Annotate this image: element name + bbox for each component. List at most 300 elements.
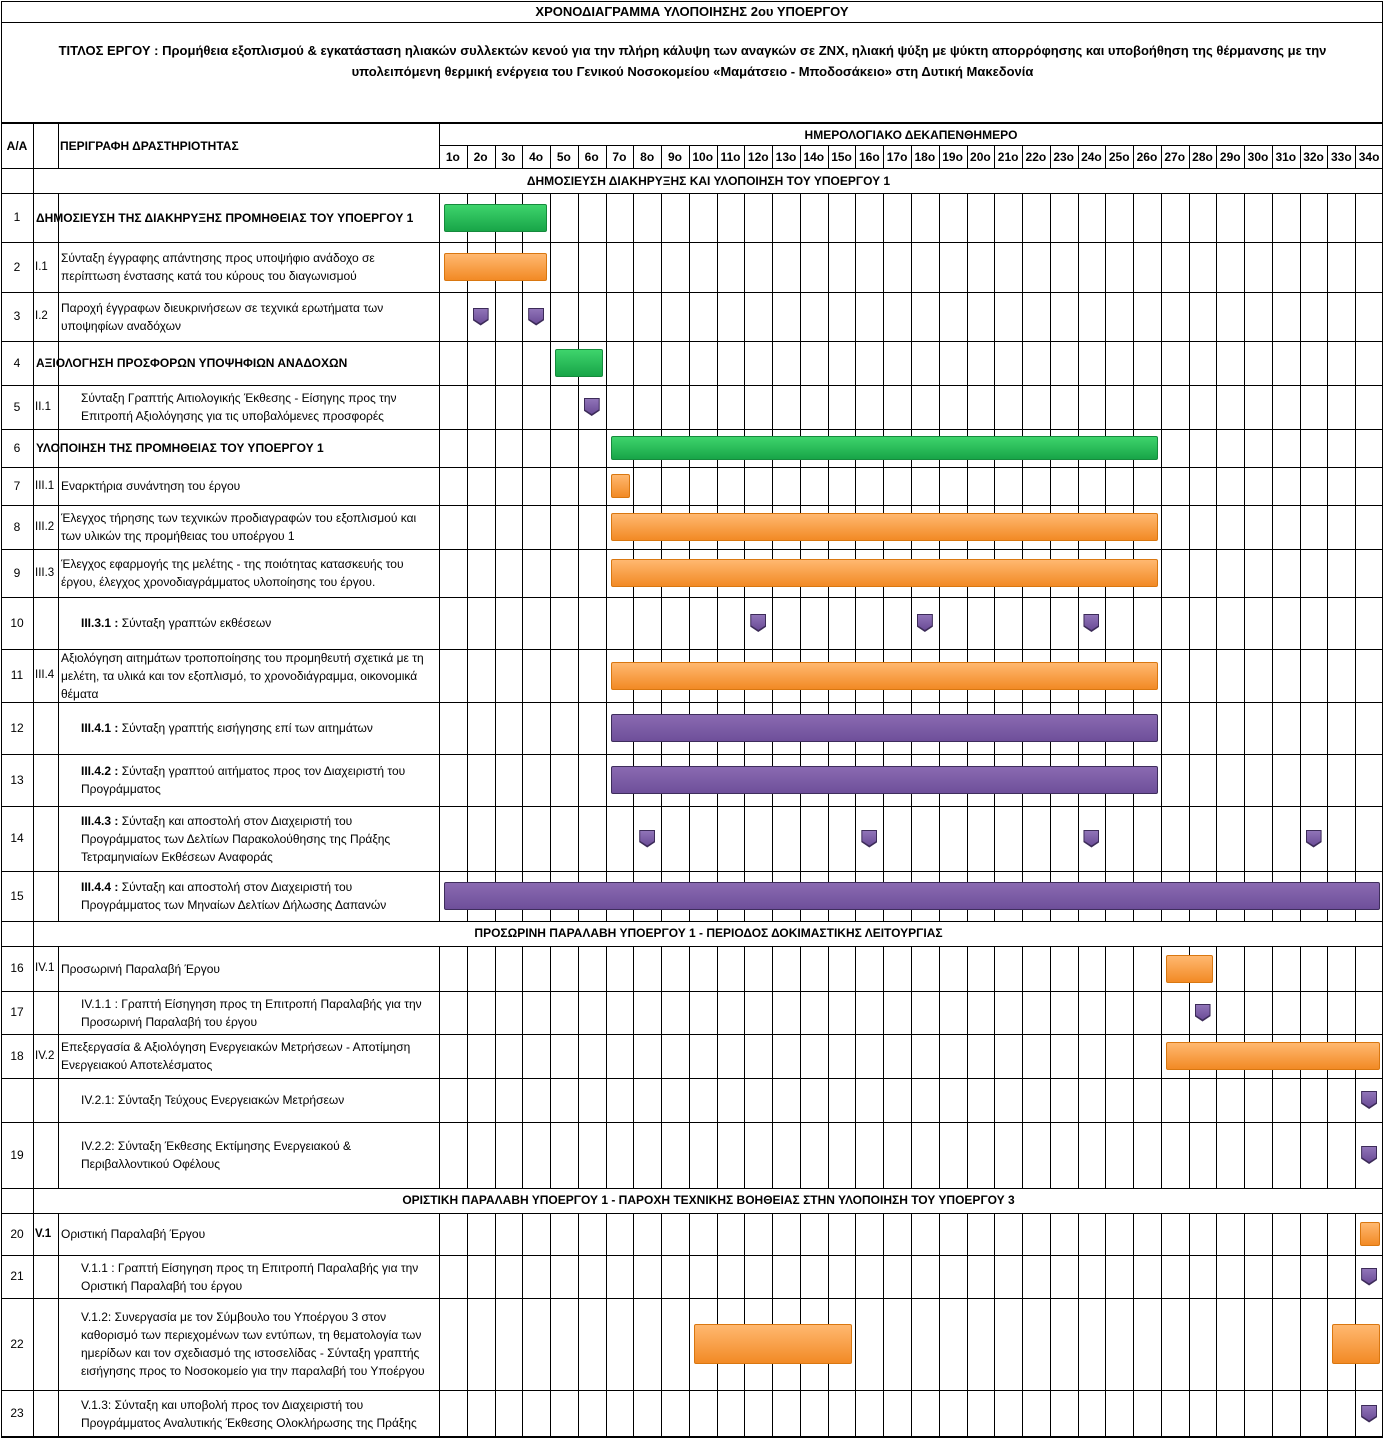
row-divider xyxy=(33,1298,34,1390)
period-gridline xyxy=(772,1078,773,1122)
activity-label: Σύνταξη γραπτών εκθέσεων xyxy=(118,616,272,630)
period-gridline xyxy=(550,385,551,429)
period-gridline xyxy=(911,597,912,649)
period-gridline xyxy=(495,1078,496,1122)
period-gridline xyxy=(495,429,496,467)
row-divider xyxy=(439,292,440,341)
row-divider xyxy=(33,385,34,429)
row-number: 11 xyxy=(10,668,24,682)
period-gridline xyxy=(1161,1078,1162,1122)
period-gridline xyxy=(772,1390,773,1437)
period-gridline xyxy=(495,1213,496,1255)
period-gridline xyxy=(1133,385,1134,429)
row-divider xyxy=(33,341,34,385)
period-gridline xyxy=(1327,649,1328,702)
period-gridline xyxy=(1244,1390,1245,1437)
period-gridline xyxy=(1216,649,1217,702)
period-gridline xyxy=(1189,467,1190,505)
period-gridline xyxy=(1216,1298,1217,1390)
period-gridline xyxy=(1327,702,1328,754)
period-gridline xyxy=(578,946,579,991)
period-gridline xyxy=(1244,385,1245,429)
period-gridline xyxy=(1327,991,1328,1034)
period-gridline xyxy=(772,1034,773,1078)
period-gridline xyxy=(1327,1122,1328,1188)
period-gridline xyxy=(633,193,634,242)
row-divider xyxy=(33,1213,34,1255)
period-gridline xyxy=(883,597,884,649)
period-gridline xyxy=(1272,549,1273,597)
period-label: 19ο xyxy=(942,150,963,164)
period-gridline xyxy=(550,1298,551,1390)
activity-label: IV.1.1 : Γραπτή Είσηγηση προς τη Επιτροπή Παραλαβής για την Προσωρινή Παραλαβή του έργου xyxy=(81,996,422,1029)
activity-description xyxy=(81,385,435,429)
period-gridline xyxy=(633,946,634,991)
activity-description xyxy=(61,505,435,549)
period-gridline xyxy=(1022,242,1023,292)
activity-label: Παροχή έγγραφων διευκρινήσεων σε τεχνικά ερωτήματα των υποψηφίων αναδόχων xyxy=(61,300,384,333)
period-gridline xyxy=(467,702,468,754)
period-gridline xyxy=(1022,341,1023,385)
period-label: 34ο xyxy=(1358,150,1380,164)
period-gridline xyxy=(661,385,662,429)
period-gridline xyxy=(467,1255,468,1298)
period-label: 27ο xyxy=(1164,150,1186,164)
period-gridline xyxy=(661,292,662,341)
period-gridline xyxy=(939,1122,940,1188)
period-gridline xyxy=(939,1078,940,1122)
period-gridline xyxy=(1050,1255,1051,1298)
period-gridline xyxy=(1133,341,1134,385)
period-gridline xyxy=(1327,754,1328,806)
period-gridline xyxy=(1300,1255,1301,1298)
period-gridline xyxy=(772,1122,773,1188)
period-gridline xyxy=(633,597,634,649)
period-gridline xyxy=(606,991,607,1034)
row-divider xyxy=(439,649,440,702)
activity-text xyxy=(36,209,413,227)
period-gridline xyxy=(1272,1078,1273,1122)
activity-text xyxy=(81,719,373,737)
period-gridline xyxy=(467,1122,468,1188)
period-gridline xyxy=(467,467,468,505)
period-gridline xyxy=(467,991,468,1034)
period-gridline xyxy=(1300,193,1301,242)
period-gridline xyxy=(1355,505,1356,549)
period-gridline xyxy=(661,1122,662,1188)
period-gridline xyxy=(717,806,718,871)
period-gridline xyxy=(828,1034,829,1078)
period-gridline xyxy=(1216,429,1217,467)
period-gridline xyxy=(717,1255,718,1298)
period-gridline xyxy=(1050,991,1051,1034)
row-divider xyxy=(58,1298,59,1390)
period-gridline xyxy=(1078,1255,1079,1298)
period-gridline xyxy=(467,1034,468,1078)
period-label: 17ο xyxy=(886,150,908,164)
period-label: 4ο xyxy=(529,150,544,164)
period-gridline xyxy=(522,649,523,702)
period-gridline xyxy=(1050,292,1051,341)
period-gridline xyxy=(578,1255,579,1298)
period-gridline xyxy=(772,1213,773,1255)
period-gridline xyxy=(1161,597,1162,649)
period-gridline xyxy=(522,467,523,505)
period-gridline xyxy=(1022,1122,1023,1188)
orange-activity-bar xyxy=(1360,1222,1380,1246)
period-gridline xyxy=(1244,702,1245,754)
period-gridline xyxy=(1161,505,1162,549)
period-gridline xyxy=(1133,1390,1134,1437)
row-divider xyxy=(439,1122,440,1188)
period-gridline xyxy=(883,991,884,1034)
period-gridline xyxy=(772,193,773,242)
orange-activity-bar xyxy=(1166,1042,1380,1070)
period-gridline xyxy=(606,292,607,341)
period-gridline xyxy=(1133,1298,1134,1390)
section-divider xyxy=(33,1188,34,1213)
period-gridline xyxy=(1161,1255,1162,1298)
period-gridline xyxy=(522,1213,523,1255)
row-divider xyxy=(439,871,440,921)
activity-description xyxy=(81,1078,435,1122)
row-divider xyxy=(33,991,34,1034)
period-gridline xyxy=(772,806,773,871)
period-gridline xyxy=(800,1034,801,1078)
period-gridline xyxy=(522,806,523,871)
period-gridline xyxy=(633,1390,634,1437)
period-gridline xyxy=(661,467,662,505)
row-code: III.3 xyxy=(35,567,55,579)
activity-label: Αξιολόγηση αιτημάτων τροποποίησης του προμηθευτή σχετικά με τη μελέτη, τα υλικά και τον εξοπλισμό, το χρονοδιάγραμμα, οικονομικά θέματα xyxy=(61,650,424,701)
period-gridline xyxy=(1133,597,1134,649)
period-gridline xyxy=(1050,1078,1051,1122)
period-gridline xyxy=(467,1298,468,1390)
period-gridline xyxy=(800,1078,801,1122)
period-gridline xyxy=(467,649,468,702)
activity-label: Σύνταξη Γραπτής Αιτιολογικής Έκθεσης - Είσηγης προς την Επιτροπή Αξιολόγησης για τις υποβαλόμενες προσφορές xyxy=(81,391,397,423)
row-divider xyxy=(33,1034,34,1078)
period-gridline xyxy=(855,467,856,505)
activity-text xyxy=(81,389,435,425)
period-gridline xyxy=(1189,754,1190,806)
period-gridline xyxy=(939,1213,940,1255)
period-gridline xyxy=(467,549,468,597)
period-gridline xyxy=(1022,991,1023,1034)
period-gridline xyxy=(1216,341,1217,385)
activity-description xyxy=(81,597,435,649)
period-gridline xyxy=(1244,1078,1245,1122)
orange-activity-bar xyxy=(611,513,1158,541)
period-gridline xyxy=(633,1122,634,1188)
activity-label: Έλεγχος τήρησης των τεχνικών προδιαγραφών του εξοπλισμού και των υλικών της προμήθειας του υποέργου 1 xyxy=(61,511,417,543)
activity-text xyxy=(81,878,435,914)
period-gridline xyxy=(967,1078,968,1122)
activity-text xyxy=(36,354,347,372)
period-gridline xyxy=(522,341,523,385)
period-gridline xyxy=(772,242,773,292)
period-gridline xyxy=(550,806,551,871)
period-gridline xyxy=(550,649,551,702)
period-gridline xyxy=(606,341,607,385)
period-gridline xyxy=(883,467,884,505)
period-gridline xyxy=(939,946,940,991)
period-gridline xyxy=(606,649,607,702)
period-gridline xyxy=(855,341,856,385)
period-gridline xyxy=(1272,341,1273,385)
activity-label: Σύνταξη γραπτού αιτήματος προς τον Διαχειριστή του Προγράμματος xyxy=(81,764,406,796)
period-gridline xyxy=(633,385,634,429)
period-gridline xyxy=(911,341,912,385)
milestone-fill xyxy=(1084,615,1098,630)
row-number: 14 xyxy=(10,831,24,845)
period-gridline xyxy=(994,193,995,242)
activity-text xyxy=(81,812,435,866)
period-gridline xyxy=(1078,1213,1079,1255)
row-rule xyxy=(1,921,1383,922)
period-gridline xyxy=(717,991,718,1034)
row-divider xyxy=(439,702,440,754)
period-gridline xyxy=(606,597,607,649)
row-divider xyxy=(33,1255,34,1298)
period-gridline xyxy=(1216,467,1217,505)
period-gridline xyxy=(495,292,496,341)
orange-activity-bar xyxy=(1166,955,1214,983)
period-gridline xyxy=(1133,193,1134,242)
period-gridline xyxy=(522,1034,523,1078)
period-gridline xyxy=(1216,292,1217,341)
period-gridline xyxy=(939,1034,940,1078)
period-gridline xyxy=(828,193,829,242)
period-gridline xyxy=(939,292,940,341)
period-gridline xyxy=(1078,193,1079,242)
period-gridline xyxy=(717,1390,718,1437)
period-gridline xyxy=(1300,242,1301,292)
period-gridline xyxy=(578,702,579,754)
period-gridline xyxy=(994,341,995,385)
period-gridline xyxy=(550,1122,551,1188)
period-gridline xyxy=(606,467,607,505)
period-gridline xyxy=(1105,341,1106,385)
period-gridline xyxy=(1327,1213,1328,1255)
period-gridline xyxy=(1355,242,1356,292)
period-gridline xyxy=(1022,1213,1023,1255)
period-gridline xyxy=(1105,991,1106,1034)
period-gridline xyxy=(467,429,468,467)
period-gridline xyxy=(967,242,968,292)
row-number: 10 xyxy=(10,616,24,630)
period-gridline xyxy=(1105,1122,1106,1188)
period-gridline xyxy=(606,702,607,754)
period-gridline xyxy=(855,1255,856,1298)
period-gridline xyxy=(1133,1078,1134,1122)
period-gridline xyxy=(828,467,829,505)
period-label: 31ο xyxy=(1275,150,1297,164)
period-gridline xyxy=(911,1390,912,1437)
period-gridline xyxy=(633,1213,634,1255)
period-gridline xyxy=(1272,806,1273,871)
period-gridline xyxy=(633,1034,634,1078)
period-gridline xyxy=(1161,1298,1162,1390)
row-divider xyxy=(33,467,34,505)
green-activity-bar xyxy=(444,204,547,232)
activity-code: III.4.3 : xyxy=(81,813,119,828)
activity-text xyxy=(81,1308,435,1380)
period-gridline xyxy=(717,385,718,429)
period-gridline xyxy=(1216,754,1217,806)
period-gridline xyxy=(467,597,468,649)
period-gridline xyxy=(689,193,690,242)
period-gridline xyxy=(522,1122,523,1188)
period-gridline xyxy=(1244,991,1245,1034)
activity-description xyxy=(81,871,435,921)
period-gridline xyxy=(800,597,801,649)
period-gridline xyxy=(1244,1213,1245,1255)
period-gridline xyxy=(939,341,940,385)
period-gridline xyxy=(606,1255,607,1298)
period-gridline xyxy=(550,597,551,649)
period-label: 14ο xyxy=(803,150,825,164)
period-gridline xyxy=(1189,1255,1190,1298)
period-gridline xyxy=(1189,1213,1190,1255)
period-gridline xyxy=(689,467,690,505)
row-divider xyxy=(33,946,34,991)
period-gridline xyxy=(1272,1255,1273,1298)
activity-description xyxy=(81,754,435,806)
period-gridline xyxy=(550,754,551,806)
activity-text xyxy=(61,960,220,978)
period-gridline xyxy=(1105,1078,1106,1122)
period-gridline xyxy=(578,991,579,1034)
period-gridline xyxy=(1272,429,1273,467)
period-gridline xyxy=(939,806,940,871)
section-title: ΔΗΜΟΣΙΕΥΣΗ ΔΙΑΚΗΡΥΞΗΣ ΚΑΙ ΥΛΟΠΟΙΗΣΗ ΤΟΥ ΥΠΟΕΡΓΟΥ 1 xyxy=(526,174,891,188)
row-number: 20 xyxy=(10,1227,24,1241)
period-gridline xyxy=(939,1390,940,1437)
project-title: ΤΙΤΛΟΣ ΕΡΓΟΥ : Προμήθεια εξοπλισμού & εγκατάσταση ηλιακών συλλεκτών κενού για την πλήρη κάλυψη των αναγκών σε ΖΝΧ, ηλιακή ψύξη με ψύκτη απορρόφησης και υποβοήθηση της θέρμανσης με την υπολειπόμενη θερμική ενέργεια του Γενικού Νοσοκομείου «Μαμάτσειο - Μποδοσάκειο» στη Δυτική Μακεδονία xyxy=(58,43,1327,79)
period-gridline xyxy=(1161,341,1162,385)
period-gridline xyxy=(1050,242,1051,292)
period-gridline xyxy=(1355,649,1356,702)
period-gridline xyxy=(578,1390,579,1437)
period-gridline xyxy=(1327,1255,1328,1298)
activity-text xyxy=(81,1091,344,1109)
period-gridline xyxy=(1133,946,1134,991)
period-gridline xyxy=(1050,341,1051,385)
period-label: 5ο xyxy=(556,150,571,164)
period-gridline xyxy=(883,292,884,341)
period-gridline xyxy=(800,1255,801,1298)
row-code: III.4 xyxy=(35,669,55,681)
period-gridline xyxy=(1272,597,1273,649)
activity-description xyxy=(36,193,435,242)
row-divider xyxy=(439,549,440,597)
period-gridline xyxy=(550,292,551,341)
section-divider xyxy=(33,169,34,193)
period-label: 20ο xyxy=(970,150,991,164)
period-gridline xyxy=(994,1122,995,1188)
period-gridline xyxy=(911,385,912,429)
green-activity-bar xyxy=(611,436,1158,460)
row-code: IV.2 xyxy=(35,1050,55,1062)
period-gridline xyxy=(1355,991,1356,1034)
period-gridline xyxy=(1216,1255,1217,1298)
period-gridline xyxy=(495,702,496,754)
period-gridline xyxy=(994,1390,995,1437)
milestone-fill xyxy=(1362,1092,1376,1107)
activity-label: Εναρκτήρια συνάντηση του έργου xyxy=(61,479,241,493)
period-gridline xyxy=(1078,1034,1079,1078)
period-gridline xyxy=(967,991,968,1034)
activity-label: Επεξεργασία & Αξιολόγηση Ενεργειακών Μετρήσεων - Αποτίμηση Ενεργειακού Αποτελέσματος xyxy=(61,1040,411,1072)
period-gridline xyxy=(883,341,884,385)
period-gridline xyxy=(717,946,718,991)
period-gridline xyxy=(911,991,912,1034)
period-gridline xyxy=(1105,1298,1106,1390)
period-gridline xyxy=(1355,467,1356,505)
period-gridline xyxy=(578,429,579,467)
row-number: 12 xyxy=(10,721,24,735)
activity-label: IV.2.2: Σύνταξη Έκθεσης Εκτίμησης Ενεργειακού & Περιβαλλοντικού Οφέλους xyxy=(81,1139,352,1171)
period-gridline xyxy=(939,597,940,649)
period-gridline xyxy=(495,1390,496,1437)
period-gridline xyxy=(1300,505,1301,549)
row-divider xyxy=(439,946,440,991)
period-gridline xyxy=(828,341,829,385)
period-gridline xyxy=(744,1390,745,1437)
period-gridline xyxy=(1022,946,1023,991)
period-gridline xyxy=(1300,341,1301,385)
period-gridline xyxy=(606,1213,607,1255)
period-gridline xyxy=(994,242,995,292)
period-gridline xyxy=(689,242,690,292)
period-gridline xyxy=(1216,505,1217,549)
period-gridline xyxy=(1244,429,1245,467)
period-gridline xyxy=(1022,385,1023,429)
row-code: III.2 xyxy=(35,521,55,533)
period-gridline xyxy=(633,1255,634,1298)
period-gridline xyxy=(1216,242,1217,292)
orange-activity-bar xyxy=(611,474,631,498)
period-gridline xyxy=(1216,193,1217,242)
period-gridline xyxy=(967,597,968,649)
period-gridline xyxy=(550,1390,551,1437)
period-gridline xyxy=(717,341,718,385)
milestone-fill xyxy=(585,399,599,414)
period-gridline xyxy=(1050,1034,1051,1078)
period-label: 10ο xyxy=(692,150,714,164)
period-gridline xyxy=(495,597,496,649)
period-gridline xyxy=(1161,806,1162,871)
period-gridline xyxy=(911,193,912,242)
period-gridline xyxy=(1189,806,1190,871)
row-number: 4 xyxy=(13,356,21,370)
period-gridline xyxy=(1272,1213,1273,1255)
period-gridline xyxy=(1161,946,1162,991)
milestone-fill xyxy=(862,831,876,846)
row-code: I.2 xyxy=(35,310,48,322)
period-gridline xyxy=(467,1390,468,1437)
period-label: 3ο xyxy=(501,150,516,164)
period-gridline xyxy=(1189,1390,1190,1437)
row-code: III.1 xyxy=(35,480,55,492)
period-gridline xyxy=(1189,385,1190,429)
period-gridline xyxy=(606,242,607,292)
row-divider xyxy=(439,429,440,467)
row-number: 18 xyxy=(10,1049,24,1063)
period-gridline xyxy=(939,385,940,429)
period-label: 13ο xyxy=(775,150,797,164)
